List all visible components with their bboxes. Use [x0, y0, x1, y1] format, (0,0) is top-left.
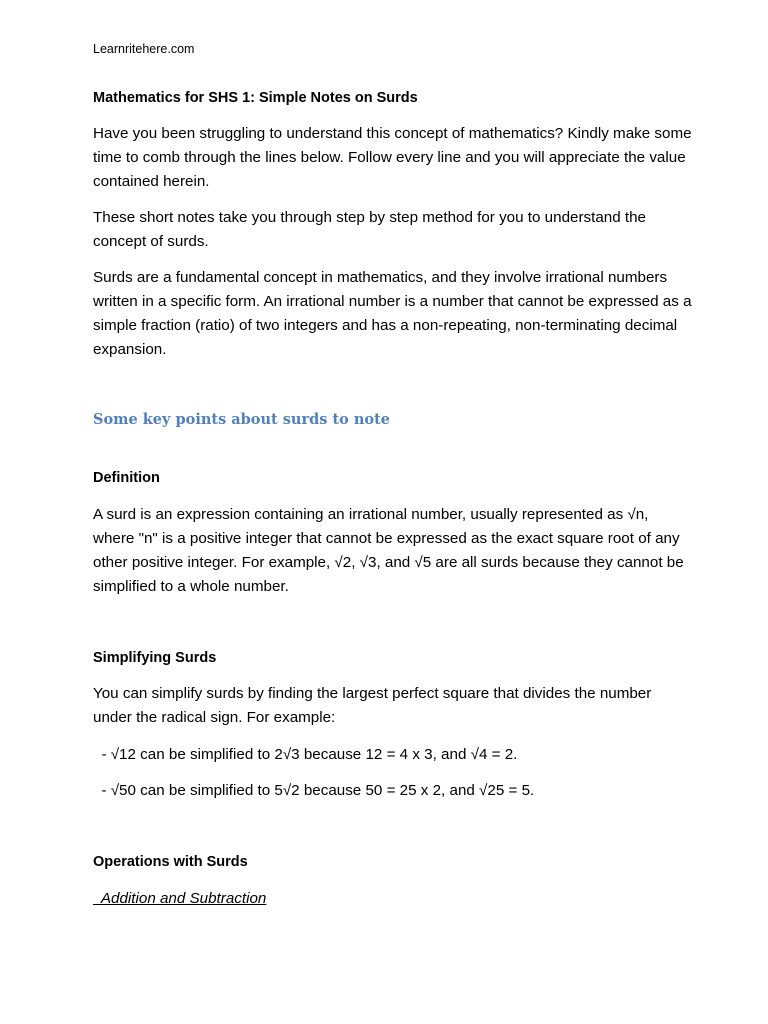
addition-subtraction-subheading: Addition and Subtraction: [93, 890, 267, 907]
intro-paragraph-2: These short notes take you through step by step method for you to understand the concept of surds.: [93, 209, 647, 250]
intro-paragraph-1: Have you been struggling to understand this concept of mathematics? Kindly make some time to comb through the lines below. Follow every line and you will appreciate the value contained herein.: [93, 125, 692, 190]
simplifying-paragraph: You can simplify surds by finding the largest perfect square that divides the number under the radical sign. For example:: [93, 685, 652, 726]
operations-heading: Operations with Surds: [93, 854, 248, 870]
simplifying-example-1: - √12 can be simplified to 2√3 because 12 = 4 x 3, and √4 = 2.: [93, 746, 518, 763]
document-title: Mathematics for SHS 1: Simple Notes on Surds: [93, 90, 418, 106]
key-points-heading: Some key points about surds to note: [93, 411, 391, 428]
definition-heading: Definition: [93, 470, 160, 486]
site-name: Learnritehere.com: [93, 42, 195, 56]
simplifying-heading: Simplifying Surds: [93, 650, 217, 666]
intro-paragraph-3: Surds are a fundamental concept in mathematics, and they involve irrational numbers written in a specific form. An irrational number is a number that cannot be expressed as a simple fraction (ratio) of two integers and has a non-repeating, non-terminating decimal expansion.: [93, 269, 692, 358]
definition-paragraph: A surd is an expression containing an irrational number, usually represented as √n, where "n" is a positive integer that cannot be expressed as the exact square root of any other positive integer. For example, √2, √3, and √5 are all surds because they cannot be simplified to a whole number.: [93, 506, 684, 595]
simplifying-example-2: - √50 can be simplified to 5√2 because 50 = 25 x 2, and √25 = 5.: [93, 782, 535, 799]
